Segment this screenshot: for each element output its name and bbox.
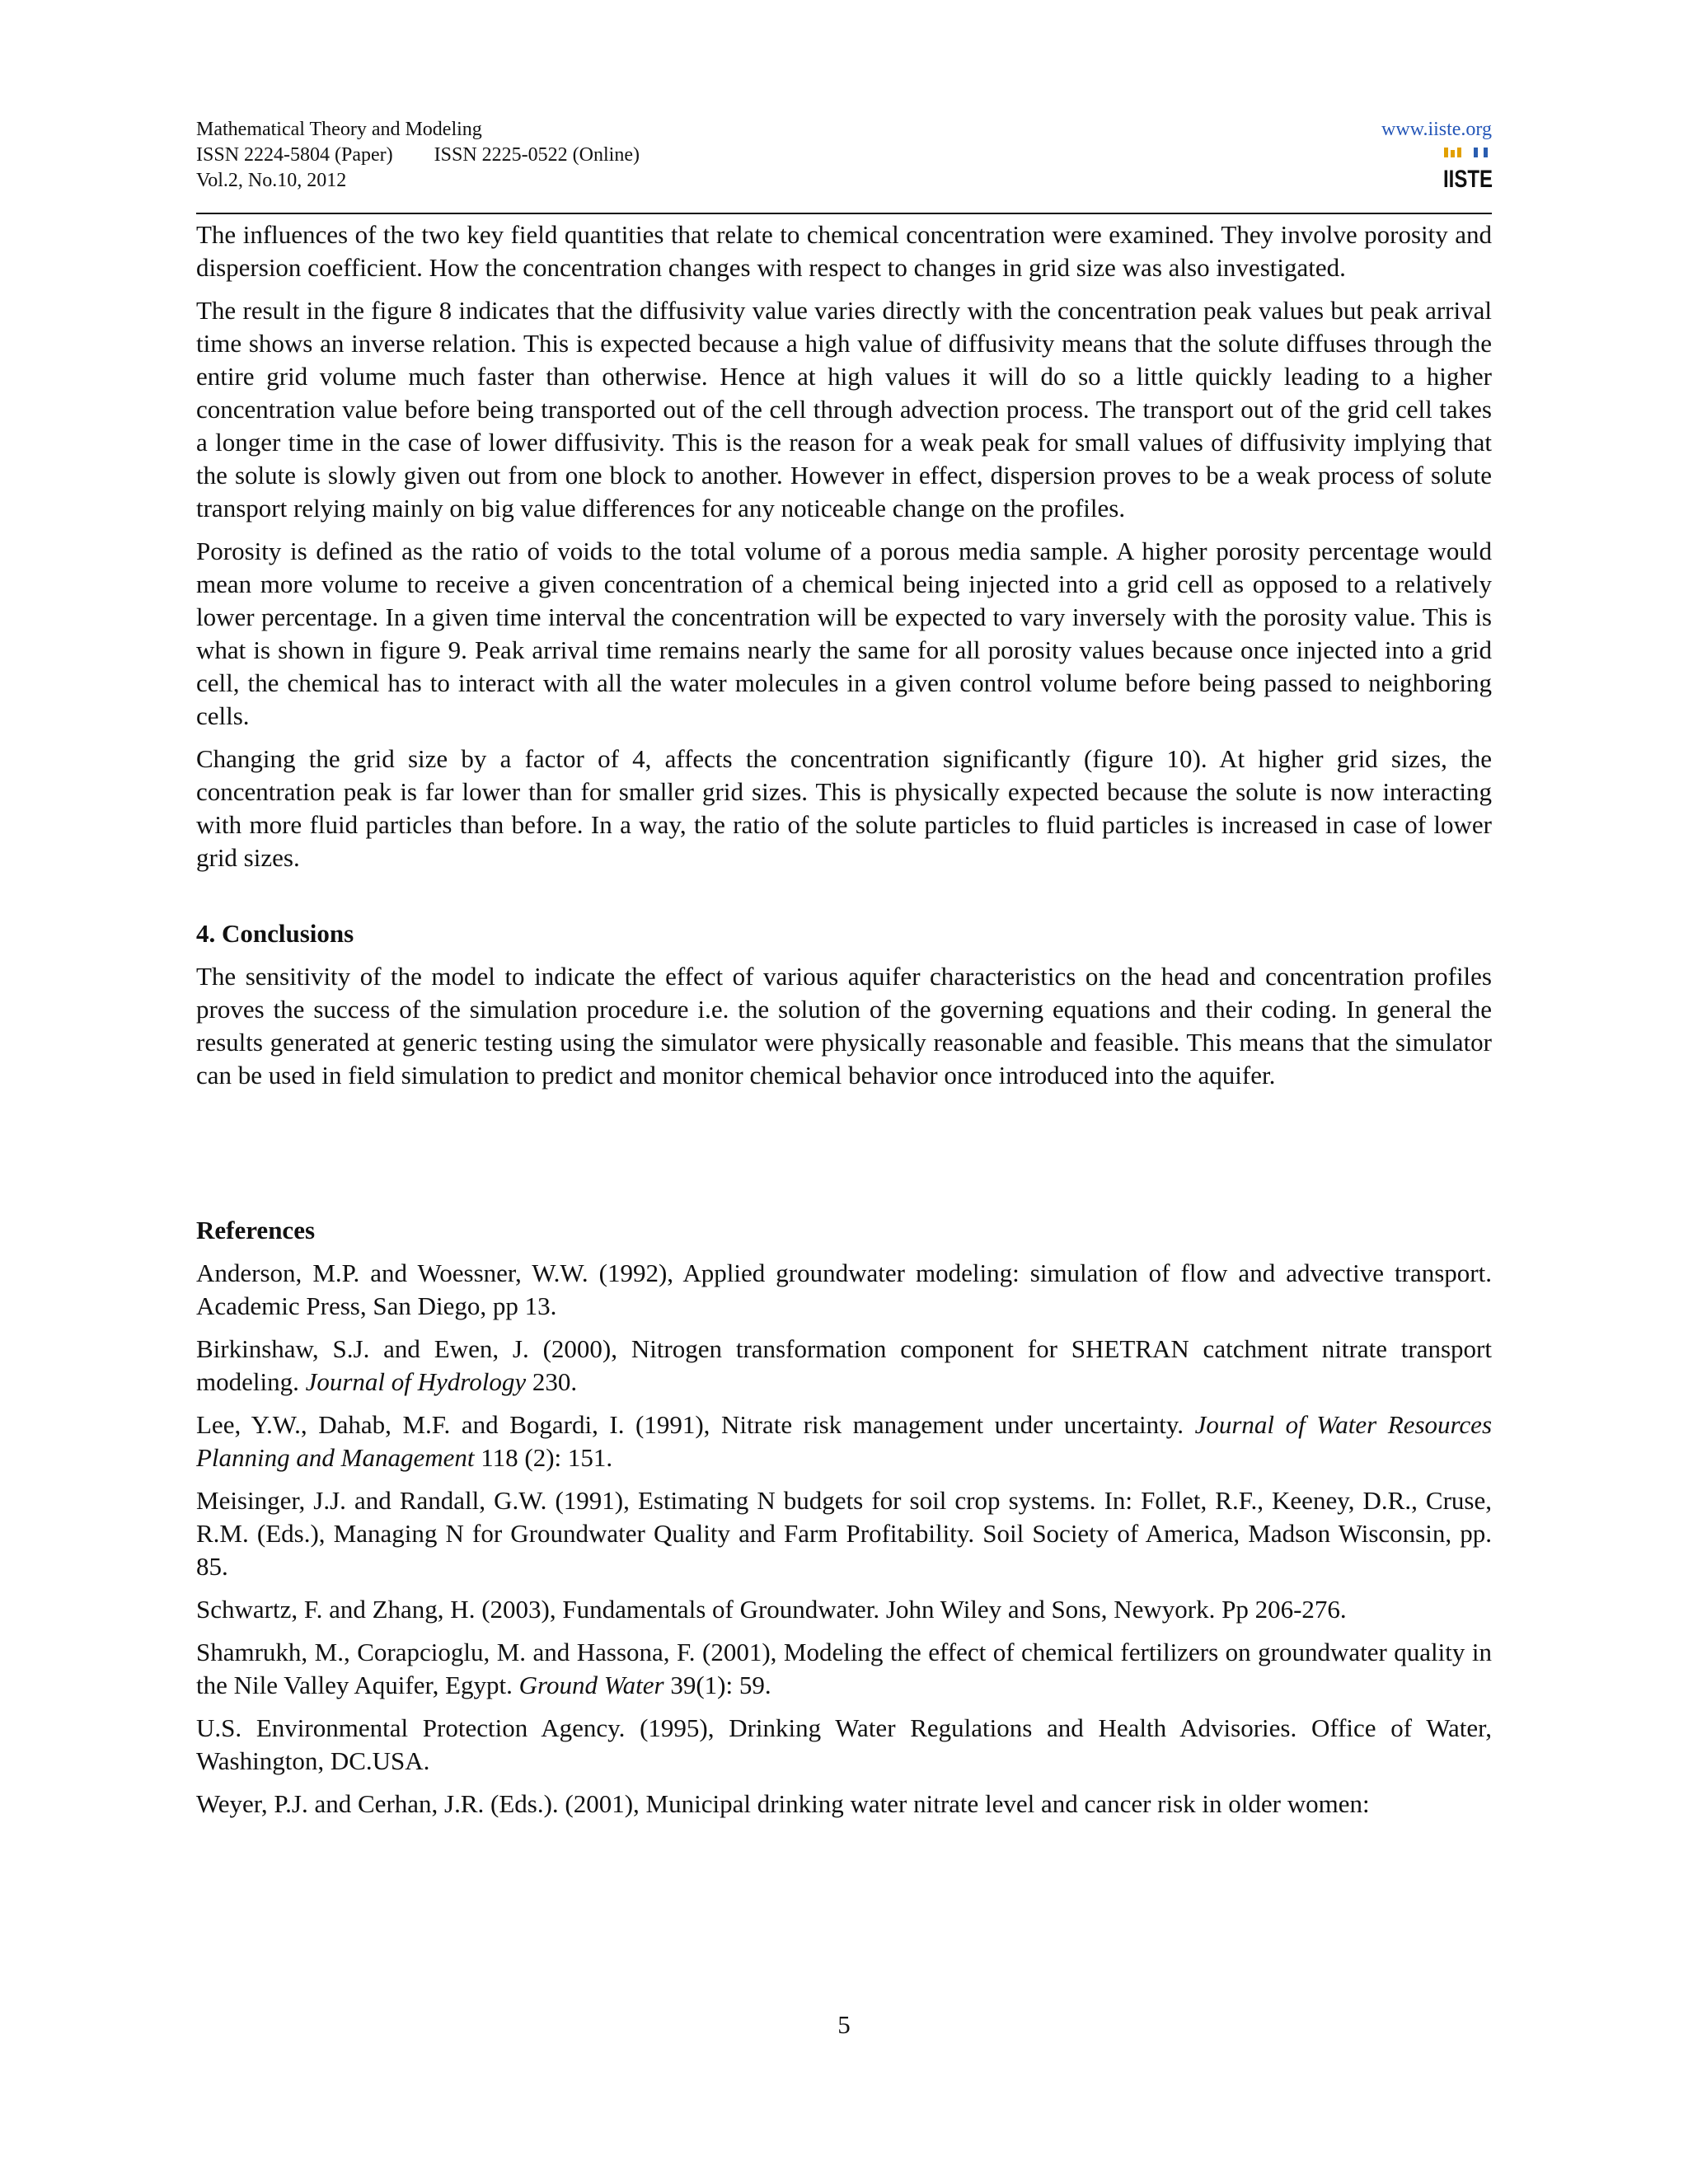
conclusions-heading: 4. Conclusions xyxy=(196,919,354,948)
iiste-logo-icon xyxy=(1441,146,1495,192)
reference-item: Schwartz, F. and Zhang, H. (2003), Fundamentals of Groundwater. John Wiley and Sons, Newyork. Pp 206-276. xyxy=(196,1595,1347,1624)
journal-name: Mathematical Theory and Modeling xyxy=(196,119,482,140)
references-list xyxy=(196,1257,1492,1821)
reference-item: U.S. Environmental Protection Agency. (1995), Drinking Water Regulations and Health Advisories. Office of Water, Washington, DC.USA. xyxy=(196,1713,1492,1775)
paragraph: Porosity is defined as the ratio of voids to the total volume of a porous media sample. A higher porosity percentage would mean more volume to receive a given concentration of a chemical being injected into a grid cell as opposed to a relatively lower percentage. In a given time interval the concentration will be expected to vary inversely with the porosity value. This is what is shown in figure 9. Peak arrival time remains nearly the same for all porosity values because once injected into a grid cell, the chemical has to interact with all the water molecules in a given control volume before being passed to neighboring cells. xyxy=(196,537,1492,730)
journal-url[interactable]: www.iiste.org xyxy=(1381,119,1492,140)
reference-item: Lee, Y.W., Dahab, M.F. and Bogardi, I. (1991), Nitrate risk management under uncertainty. Journal of Water Resources Planning and Management 118 (2): 151. xyxy=(196,1410,1493,1472)
issn-paper: ISSN 2224-5804 (Paper) xyxy=(196,144,393,166)
references-heading: References xyxy=(196,1216,316,1244)
conclusions-paragraph: The sensitivity of the model to indicate the effect of various aquifer characteristics on the head and concentration profiles proves the success of the simulation procedure i.e. the solution of the governing equations and their coding. In general the results generated at generic testing using the simulator were physically reasonable and feasible. This means that the simulator can be used in field simulation to predict and monitor chemical behavior once introduced into the aquifer. xyxy=(196,962,1492,1090)
paragraph: Changing the grid size by a factor of 4, affects the concentration significantly (figure 10). At higher grid sizes, the concentration peak is far lower than for smaller grid sizes. This is physically expected because the solute is now interacting with more fluid particles than before. In a way, the ratio of the solute particles to fluid particles is increased in case of lower grid sizes. xyxy=(196,744,1492,872)
main-content xyxy=(196,218,1492,1830)
page-number: 5 xyxy=(837,2010,851,2039)
logo-text: IISTE xyxy=(1443,166,1493,193)
reference-item: Anderson, M.P. and Woessner, W.W. (1992), Applied groundwater modeling: simulation of flow and advective transport. Academic Press, San Diego, pp 13. xyxy=(196,1258,1492,1320)
issn-online: ISSN 2225-0522 (Online) xyxy=(434,144,640,166)
reference-item: Birkinshaw, S.J. and Ewen, J. (2000), Nitrogen transformation component for SHETRAN catchment nitrate transport modeling. Journal of Hydrology 230. xyxy=(196,1334,1492,1396)
issn-line xyxy=(196,143,1492,168)
header-rule xyxy=(196,213,1492,214)
paragraph: The result in the figure 8 indicates that the diffusivity value varies directly with the concentration peak values but peak arrival time shows an inverse relation. This is expected because a high value of diffusivity means that the solute diffuses through the entire grid volume much faster than otherwise. Hence at high values it will do so a little quickly leading to a higher concentration value before being transported out of the cell through advection process. The transport out of the grid cell takes a longer time in the case of lower diffusivity. This is the reason for a weak peak for small values of diffusivity implying that the solute is slowly given out from one block to another. However in effect, dispersion proves to be a weak process of solute transport relying mainly on big value differences for any noticeable change on the profiles. xyxy=(196,296,1492,523)
paragraph: The influences of the two key field quantities that relate to chemical concentration were examined. They involve porosity and dispersion coefficient. How the concentration changes with respect to changes in grid size was also investigated. xyxy=(196,220,1492,282)
page-header xyxy=(196,117,1492,216)
volume-info: Vol.2, No.10, 2012 xyxy=(196,170,347,191)
reference-item: Shamrukh, M., Corapcioglu, M. and Hassona, F. (2001), Modeling the effect of chemical fertilizers on groundwater quality in the Nile Valley Aquifer, Egypt. Ground Water 39(1): 59. xyxy=(196,1638,1492,1699)
reference-item: Weyer, P.J. and Cerhan, J.R. (Eds.). (2001), Municipal drinking water nitrate level and cancer risk in older women: xyxy=(196,1789,1370,1818)
reference-item: Meisinger, J.J. and Randall, G.W. (1991), Estimating N budgets for soil crop systems. In: Follet, R.F., Keeney, D.R., Cruse, R.M. (Eds.), Managing N for Groundwater Quality and Farm Profitability. Soil Society of America, Madson Wisconsin, pp. 85. xyxy=(196,1486,1492,1581)
